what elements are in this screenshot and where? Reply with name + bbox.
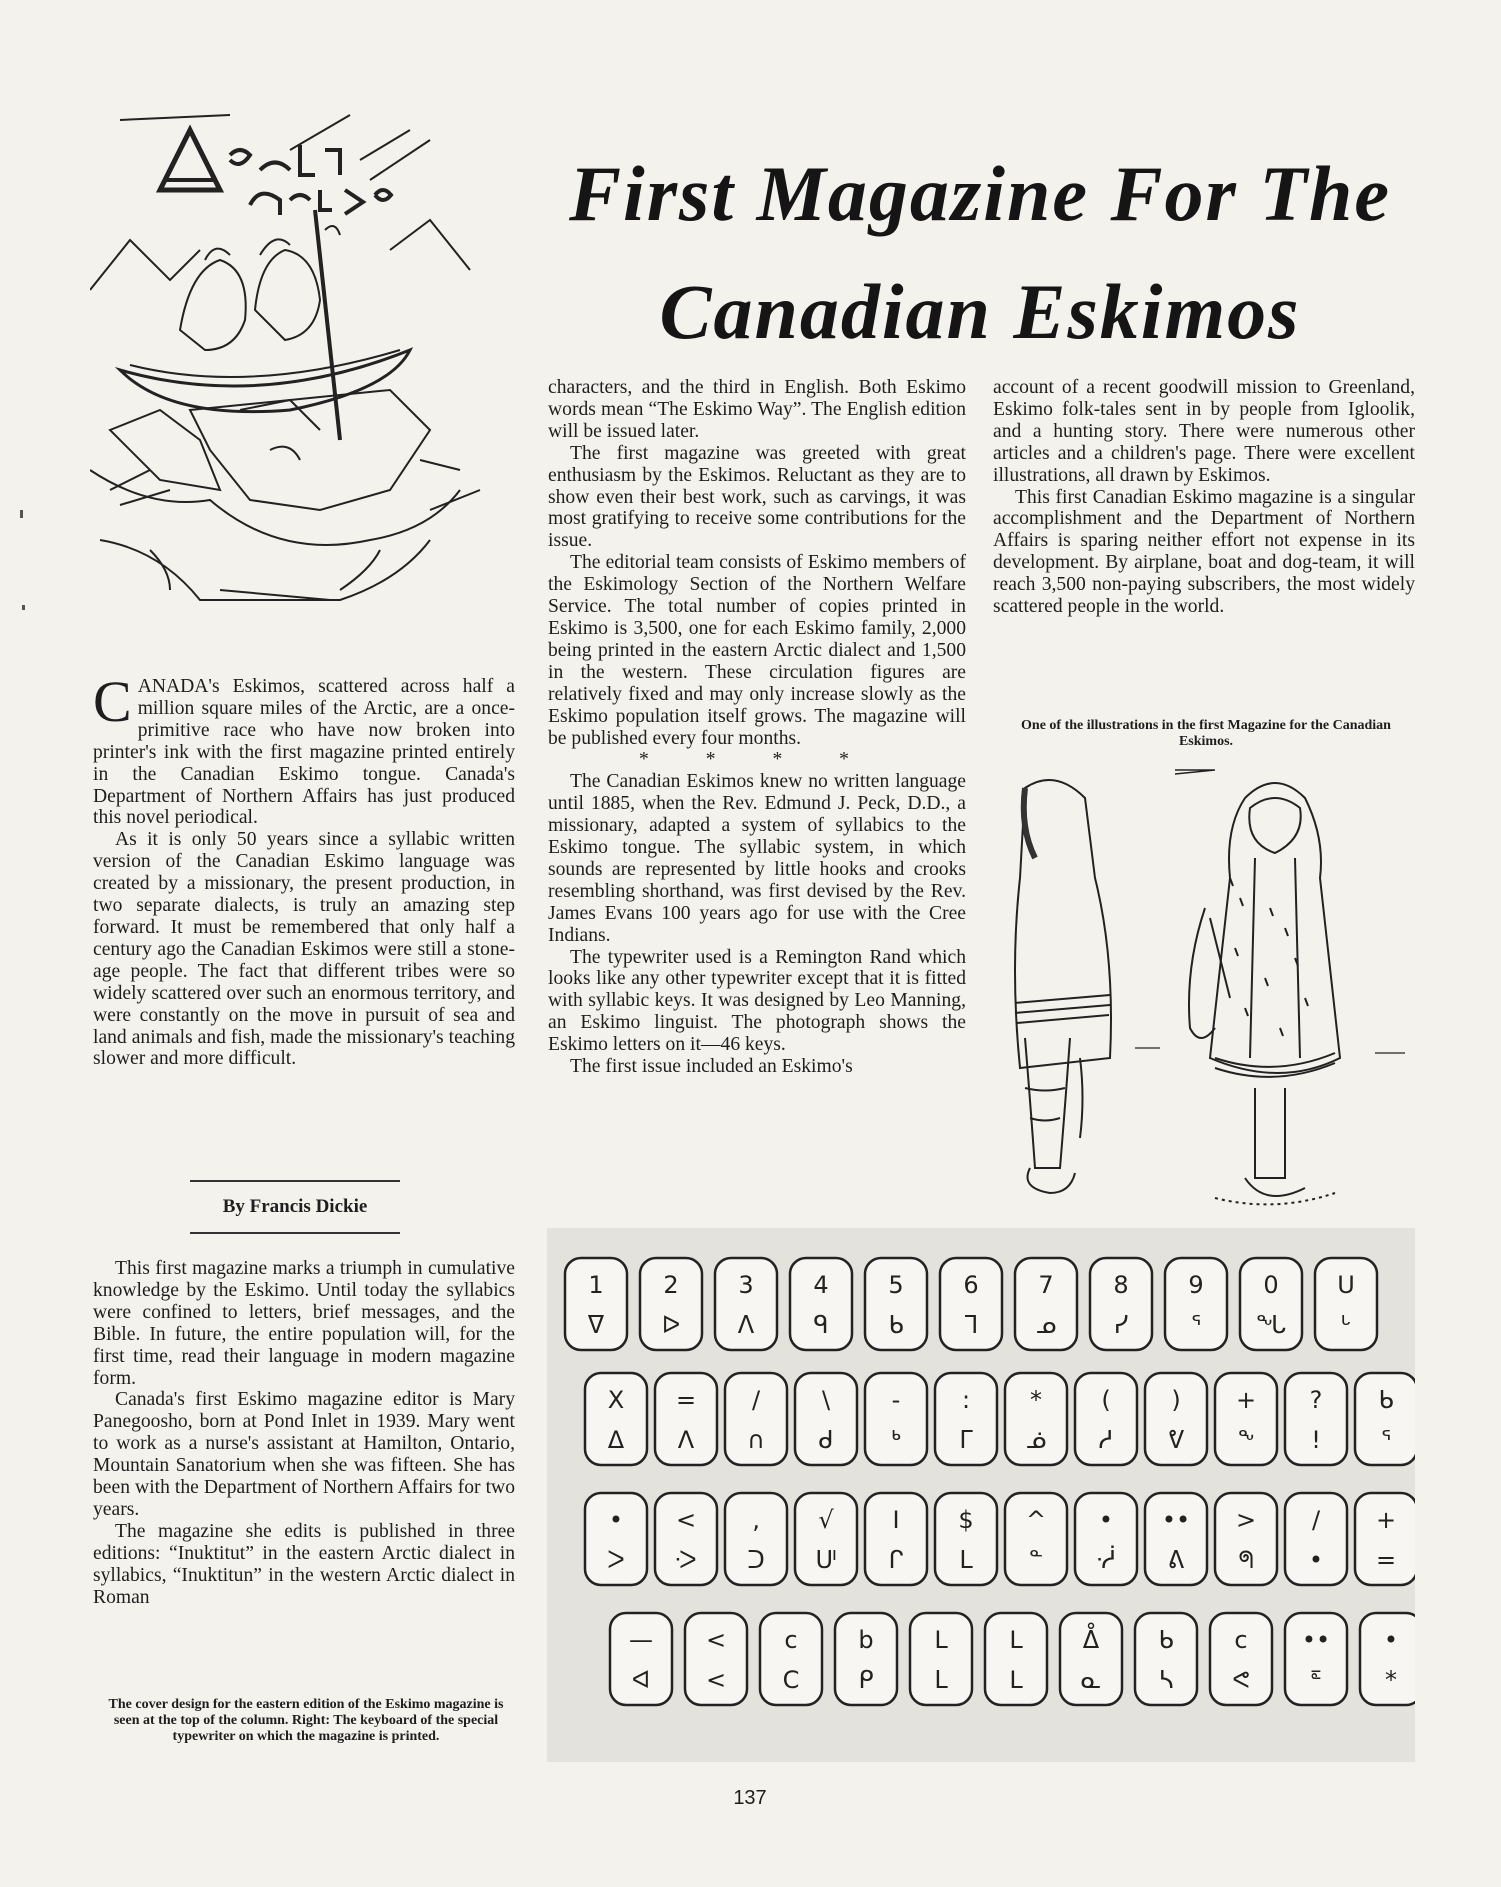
typewriter-keyboard-photo [547,1228,1415,1762]
key-bottom-char: ᐁ [587,1311,605,1339]
keyboard-key [715,1258,777,1350]
key-top-char: — [629,1626,653,1654]
key-bottom-char: ᒡ [1340,1311,1352,1339]
key-top-char: 0 [1263,1271,1279,1299]
key-bottom-char: ᒃ [891,1426,901,1454]
paragraph [93,669,515,829]
key-top-char: $ [958,1506,974,1534]
key-top-char: U [1337,1271,1355,1299]
key-top-char: c [1234,1626,1248,1654]
key-top-char: √ [818,1506,834,1534]
key-top-char: X [607,1386,625,1414]
key-bottom-char: ᕓ [1167,1426,1185,1454]
keyboard-key [1240,1258,1302,1350]
key-bottom-char: ᖟ [1310,1666,1322,1694]
key-top-char: 4 [813,1271,829,1299]
key-bottom-char: ᖕ [1237,1426,1255,1454]
keyboard-key [795,1493,857,1585]
key-bottom-char: • [1308,1546,1324,1574]
keyboard-key [1215,1493,1277,1585]
key-top-char: < [675,1506,697,1534]
key-top-char: 3 [738,1271,754,1299]
key-bottom-char: ᓅ [1025,1426,1047,1454]
key-bottom-char: ᑧ [815,1546,837,1574]
keyboard-key [1135,1613,1197,1705]
key-top-char: : [961,1386,971,1414]
keyboard-key [1210,1613,1272,1705]
key-top-char: < [705,1626,727,1654]
key-bottom-char: ᐱ [737,1311,755,1339]
key-bottom-char: ᓾ [1095,1546,1117,1574]
key-bottom-char: Δ [607,1426,625,1454]
key-top-char: • [1383,1626,1399,1654]
keyboard-key [865,1258,927,1350]
keyboard-key [1285,1613,1347,1705]
key-bottom-char: ᑐ [747,1546,765,1574]
key-top-char: c [784,1626,798,1654]
divider [190,1232,400,1234]
keyboard-key [585,1373,647,1465]
keyboard-key [865,1373,927,1465]
headline [520,135,1440,371]
key-bottom-char: ᖗ [1238,1546,1254,1574]
key-top-char: ? [1309,1386,1323,1414]
key-top-char: ) [1171,1386,1181,1414]
cover-illustration [90,110,520,640]
keyboard-key [610,1613,672,1705]
key-top-char: I [892,1506,900,1534]
key-bottom-char: ᐊ [631,1666,651,1694]
key-top-char: ‚ [752,1506,760,1534]
key-top-char: ᑲ [1378,1386,1394,1414]
keyboard-keys [547,1228,1415,1762]
key-bottom-char: ᓄ [1035,1311,1057,1339]
key-top-char: 9 [1188,1271,1204,1299]
key-bottom-char: ᐅ [661,1311,681,1339]
key-bottom-char: ᓯ [1113,1311,1129,1339]
key-bottom-char: ∩ [747,1426,765,1454]
key-bottom-char: ᕐ [1380,1426,1392,1454]
key-bottom-char: ᓇ [1080,1666,1102,1694]
key-top-char: •• [1301,1626,1331,1654]
key-bottom-char: ᕕ [1167,1546,1185,1574]
byline-block [190,1180,400,1234]
key-top-char: ^ [1025,1506,1047,1534]
key-bottom-char: * [1385,1666,1397,1694]
headline-line-2: Canadian Eskimos [659,268,1301,355]
page-number: 137 [733,1787,767,1809]
paragraph: The typewriter used is a Remington Rand which looks like any other typewriter except that it is fitted with syllabic keys. It was designed by Leo Manning, an Eskimo linguist. The photograph shows the Eskimo letters on it—46 keys. [548,946,966,1056]
key-bottom-char: ᑯ [818,1426,834,1454]
key-top-char: 6 [963,1271,979,1299]
key-bottom-char: ᖓ [1255,1311,1287,1339]
keyboard-key [1005,1493,1067,1585]
keyboard-key [935,1493,997,1585]
keyboard-key [655,1373,717,1465]
keyboard-key [940,1258,1002,1350]
keyboard-key [725,1373,787,1465]
key-top-char: L [934,1626,948,1654]
key-bottom-char: ᑭ [858,1666,874,1694]
key-bottom-char: Λ [677,1426,695,1454]
keyboard-key [1075,1373,1137,1465]
parka-figures-illustration [995,758,1415,1218]
paragraph: This first Canadian Eskimo magazine is a singular accomplishment and the Department of Northern Affairs is sparing neither effort not expense in its development. By airplane, boat and dog-team, it will reach 3,500 non-paying subscribers, the most widely scattered people in the world. [993,486,1415,618]
key-top-char: • [608,1506,624,1534]
key-top-char: * [1030,1386,1042,1414]
key-bottom-char: ᒣ [963,1311,979,1339]
keyboard-key [935,1373,997,1465]
keyboard-key [725,1493,787,1585]
key-top-char: • [1098,1506,1114,1534]
paragraph: As it is only 50 years since a syllabic written version of the Canadian Eskimo language was created by a missionary, the present production, in two separate dialects, is truly an amazing step forward. It must be remembered that only half a century ago the Canadian Eskimos were still a stone-age people. The fact that different tribes were so widely scattered over such an enormous territory, and were constantly on the move in pursuit of sea and land animals and fish, made the missionary's teaching slower and more difficult. [93,829,515,1070]
section-break: * * * * [639,749,875,771]
keyboard-key [565,1258,627,1350]
keyboard-key [640,1258,702,1350]
keyboard-key [865,1493,927,1585]
keyboard-key [1145,1493,1207,1585]
keyboard-key [1355,1373,1415,1465]
keyboard-key [1285,1493,1347,1585]
keyboard-key [795,1373,857,1465]
key-bottom-char: ᒋ [888,1546,904,1574]
keyboard-key [1355,1493,1415,1585]
key-top-char: 2 [663,1271,679,1299]
key-bottom-char: ᒥ [959,1426,973,1454]
keyboard-key [1285,1373,1347,1465]
key-bottom-char: ᓐ [1028,1546,1044,1574]
key-bottom-char: < [705,1666,727,1694]
key-bottom-char: ! [1311,1426,1321,1454]
keyboard-key [790,1258,852,1350]
key-bottom-char: ᑫ [813,1311,829,1339]
byline: By Francis Dickie [222,1196,368,1217]
paragraph: This first magazine marks a triumph in cumulative knowledge by the Eskimo. Until today the syllabics were confined to letters, brief messages, and the Bible. In future, the entire population will, for the first time, read their language in modern magazine form. [93,1258,515,1389]
key-top-char: + [1235,1386,1257,1414]
keyboard-key [910,1613,972,1705]
keyboard-key [1075,1493,1137,1585]
keyboard-key [1015,1258,1077,1350]
keyboard-key [1315,1258,1377,1350]
paragraph: The editorial team consists of Eskimo members of the Eskimology Section of the Northern Welfare Service. The total number of copies printed in Eskimo is 3,500, one for each Eskimo family, 2,000 being printed in the eastern Arctic dialect and 1,500 in the western. These circulation figures are relatively fixed and may only increase slowly as the Eskimo population itself grows. The magazine will be published every four months. [548,552,966,749]
margin-mark [22,605,25,610]
key-bottom-char: ᐳ [607,1546,625,1574]
keyboard-key [655,1493,717,1585]
key-top-char: ᑲ [1158,1626,1174,1654]
key-top-char: 5 [888,1271,904,1299]
key-top-char: > [1235,1506,1257,1534]
keyboard-key [1060,1613,1122,1705]
keyboard-key [985,1613,1047,1705]
keyboard-key [685,1613,747,1705]
keyboard-key [1215,1373,1277,1465]
key-bottom-char: ᓱ [1098,1426,1114,1454]
caption-cover-and-keyboard: The cover design for the eastern edition of the Eskimo magazine is seen at the top of the column. Right: The keyboard of the special typewriter on which the magazine is printed. [108,1697,504,1744]
key-bottom-char: ᑀ [674,1546,698,1574]
key-top-char: b [858,1626,874,1654]
key-top-char: 8 [1113,1271,1129,1299]
key-top-char: + [1375,1506,1397,1534]
paragraph: The Canadian Eskimos knew no written language until 1885, when the Rev. Edmund J. Peck, D.D., a missionary, adapted a system of syllabics to the Eskimo tongue. The syllabic system, in which sounds are represented by little hooks and crooks resembling shorthand, was first devised by the Rev. James Evans 100 years ago for use with the Cree Indians. [548,771,966,946]
paragraph: The first magazine was greeted with great enthusiasm by the Eskimos. Reluctant as they are to show even their best work, such as carvings, it was most gratifying to receive some contributions for the issue. [548,442,966,552]
key-top-char: - [891,1386,901,1414]
paragraph: The magazine she edits is published in three editions: “Inuktitut” in the eastern Arctic dialect in syllabics, “Inuktitun” in the western Arctic dialect in Roman [93,1520,515,1608]
key-top-char: 7 [1038,1271,1054,1299]
column-2 [548,377,966,1078]
key-bottom-char: ᑲ [888,1311,904,1339]
key-bottom-char: ᕐ [1190,1311,1202,1339]
column-1-continued [93,1258,515,1609]
keyboard-key [835,1613,897,1705]
key-bottom-char: ᒪ [959,1546,973,1574]
headline-line-1: First Magazine For The [569,150,1391,237]
key-top-char: / [751,1386,761,1414]
key-top-char: 1 [588,1271,604,1299]
key-bottom-char: ᒪ [934,1666,948,1694]
paragraph: characters, and the third in English. Both Eskimo words mean “The Eskimo Way”. The English edition will be issued later. [548,377,966,442]
key-bottom-char: = [1375,1546,1397,1574]
margin-mark [20,510,23,518]
key-top-char: L [1009,1626,1023,1654]
keyboard-key [1360,1613,1415,1705]
key-bottom-char: ᓴ [1158,1666,1174,1694]
key-top-char: ( [1101,1386,1111,1414]
key-bottom-char: ᕙ [1232,1666,1250,1694]
keyboard-key [760,1613,822,1705]
key-bottom-char: L [1009,1666,1023,1694]
caption-illustration: One of the illustrations in the first Magazine for the Canadian Eskimos. [1021,718,1391,749]
keyboard-key [1165,1258,1227,1350]
keyboard-key [1005,1373,1067,1465]
paragraph: account of a recent goodwill mission to Greenland, Eskimo folk-tales sent in by people from Igloolik, and a hunting story. There were numerous other articles and a children's page. There were excellent illustrations, all drawn by Eskimos. [993,377,1415,486]
column-3 [993,377,1415,618]
paragraph-text: ANADA's Eskimos, scattered across half a million square miles of the Arctic, are a once-primitive race who have now broken into printer's ink with the first magazine printed entirely in the Canadian Eskimo tongue. Canada's Department of Northern Affairs has just produced this novel periodical. [93,676,515,829]
key-top-char: = [675,1386,697,1414]
column-1 [93,669,515,1070]
key-top-char: •• [1161,1506,1191,1534]
key-top-char: ᐂ [1082,1626,1100,1654]
paragraph: Canada's first Eskimo magazine editor is Mary Panegoosho, born at Pond Inlet in 1939. Mary went to work as a nurse's assistant at Hamilton, Ontario, Mountain Sanatorium when she was fifteen. She has been with the Department of Northern Affairs for two years. [93,1389,515,1520]
key-top-char: / [1311,1506,1321,1534]
key-top-char: \ [821,1386,831,1414]
key-bottom-char: C [782,1666,800,1694]
keyboard-key [1090,1258,1152,1350]
keyboard-key [1145,1373,1207,1465]
paragraph: The first issue included an Eskimo's [570,1056,853,1078]
drop-cap: C [93,669,132,734]
keyboard-key [585,1493,647,1585]
